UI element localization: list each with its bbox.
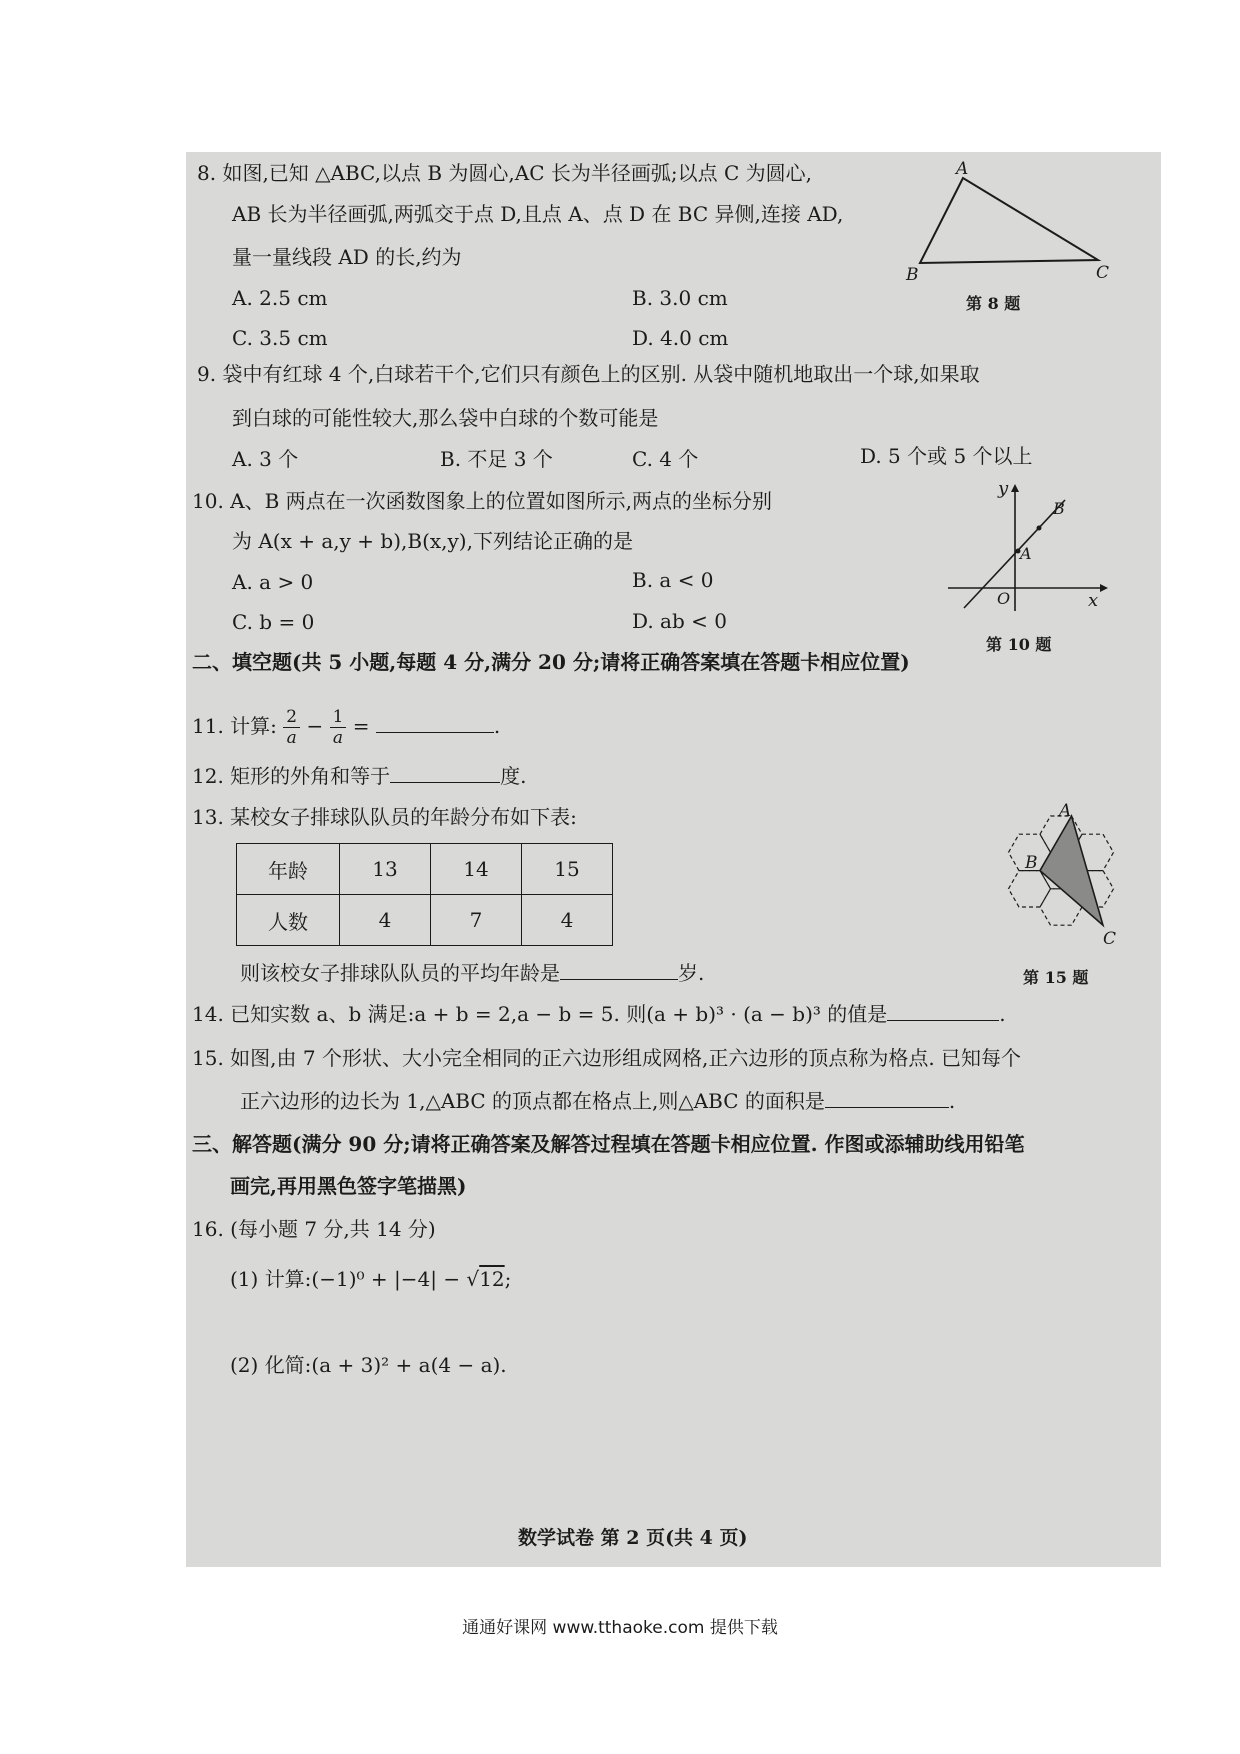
q10-line2: 为 A(x + a,y + b),B(x,y),下列结论正确的是 [232,529,633,553]
q10-option-c: C. b = 0 [232,610,315,634]
q8-label-c: C [1096,263,1110,283]
q8-option-d: D. 4.0 cm [632,326,729,350]
q11-fraction-2: $\frac{1}{a}$ [330,707,347,748]
table-header-count: 人数 [237,895,340,946]
q8-line2: AB 长为半径画弧,两弧交于点 D,且点 A、点 D 在 BC 异侧,连接 AD, [232,202,844,226]
section3-title-line1: 三、解答题(满分 90 分;请将正确答案及解答过程填在答题卡相应位置. 作图或添辅助线用铅笔 [192,1132,1025,1156]
q16-part1-prefix: (1) 计算:(−1)⁰ + |−4| − √ [230,1267,480,1291]
q9-option-a: A. 3 个 [232,447,299,471]
q16-part1 [230,1266,511,1292]
q10-graph-figure [940,476,1120,626]
q14-suffix: . [999,1002,1006,1026]
q10-option-d: D. ab < 0 [632,609,727,633]
section2-title: 二、填空题(共 5 小题,每题 4 分,满分 20 分;请将正确答案填在答题卡相应位置) [192,650,910,674]
q10-figure-caption: 第 10 题 [986,635,1052,654]
table-cell: 4 [522,895,613,946]
q16-part2: (2) 化简:(a + 3)² + a(4 − a). [230,1353,507,1377]
q11-fraction-1: $\frac{2}{a}$ [283,707,300,748]
table-cell: 14 [431,844,522,895]
q13-line2 [240,959,704,986]
q12-prefix: 12. 矩形的外角和等于 [192,764,391,788]
q15-label-c: C [1103,929,1117,949]
q10-label-origin: O [997,589,1011,608]
q15-line2 [240,1087,955,1114]
table-cell: 7 [431,895,522,946]
q16-header: 16. (每小题 7 分,共 14 分) [192,1217,436,1241]
q12-answer-blank[interactable] [390,762,500,783]
table-cell: 13 [340,844,431,895]
q10-option-b: B. a < 0 [632,568,714,592]
q13-answer-blank[interactable] [560,959,678,980]
q10-label-y: y [998,478,1009,499]
q9-line2: 到白球的可能性较大,那么袋中白球的个数可能是 [232,406,659,430]
q15-prefix: 正六边形的边长为 1,△ABC 的顶点都在格点上,则△ABC 的面积是 [240,1089,825,1113]
q8-label-a: A [956,159,969,179]
table-row [237,844,613,895]
q8-figure-caption: 第 8 题 [966,294,1021,313]
q10-line1: 10. A、B 两点在一次函数图象上的位置如图所示,两点的坐标分别 [192,489,773,513]
q14-answer-blank[interactable] [887,1000,999,1021]
q15-label-b: B [1025,853,1038,873]
q8-line3: 量一量线段 AD 的长,约为 [232,245,462,269]
q8-label-b: B [906,265,919,285]
q11-suffix: . [493,714,501,738]
q15-label-a: A [1059,801,1072,821]
q15-hexagon-figure [975,800,1135,960]
q11-equals: = [352,714,370,738]
q13-line1: 13. 某校女子排球队队员的年龄分布如下表: [192,805,577,829]
q10-label-x: x [1088,590,1099,611]
q8-triangle-figure [890,158,1145,293]
q12-suffix: 度. [500,764,527,788]
q16-part1-suffix: ; [504,1267,512,1291]
q10-label-a: A [1020,544,1032,563]
site-footer: 通通好课网 www.tthaoke.com 提供下载 [462,1618,778,1638]
q9-line1: 9. 袋中有红球 4 个,白球若干个,它们只有颜色上的区别. 从袋中随机地取出一个球,如果取 [197,362,980,386]
table-header-age: 年龄 [237,844,340,895]
table-row [237,895,613,946]
q13-age-table [236,843,613,946]
table-cell: 15 [522,844,613,895]
q11-answer-blank[interactable] [376,712,494,733]
q11-minus: − [306,714,324,738]
page-footer: 数学试卷 第 2 页(共 4 页) [518,1527,748,1549]
q10-label-b: B [1053,499,1065,518]
q8-option-b: B. 3.0 cm [632,286,728,310]
q13-prefix: 则该校女子排球队队员的平均年龄是 [240,961,560,985]
q8-line1: 8. 如图,已知 △ABC,以点 B 为圆心,AC 长为半径画弧;以点 C 为圆心, [197,161,812,185]
q13-suffix: 岁. [678,961,705,985]
q9-option-c: C. 4 个 [632,447,699,471]
q16-part1-radicand: 12 [479,1267,505,1291]
q15-line1: 15. 如图,由 7 个形状、大小完全相同的正六边形组成网格,正六边形的顶点称为格点. 已知每个 [192,1046,1022,1070]
q15-figure-caption: 第 15 题 [1023,968,1089,987]
q15-suffix: . [948,1089,956,1113]
q12-line [192,762,527,789]
q8-option-c: C. 3.5 cm [232,326,328,350]
q14-line [192,1000,1006,1027]
table-cell: 4 [340,895,431,946]
q11-prefix: 11. 计算: [192,714,277,738]
section3-title-line2: 画完,再用黑色签字笔描黑) [230,1174,467,1198]
q14-prefix: 14. 已知实数 a、b 满足:a + b = 2,a − b = 5. 则(a + b)³ · (a − b)³ 的值是 [192,1002,888,1026]
q9-option-d: D. 5 个或 5 个以上 [860,444,1033,468]
q8-option-a: A. 2.5 cm [232,286,328,310]
q15-answer-blank[interactable] [825,1087,949,1108]
q11-line [192,704,500,748]
q9-option-b: B. 不足 3 个 [440,447,553,471]
q10-option-a: A. a > 0 [232,570,314,594]
